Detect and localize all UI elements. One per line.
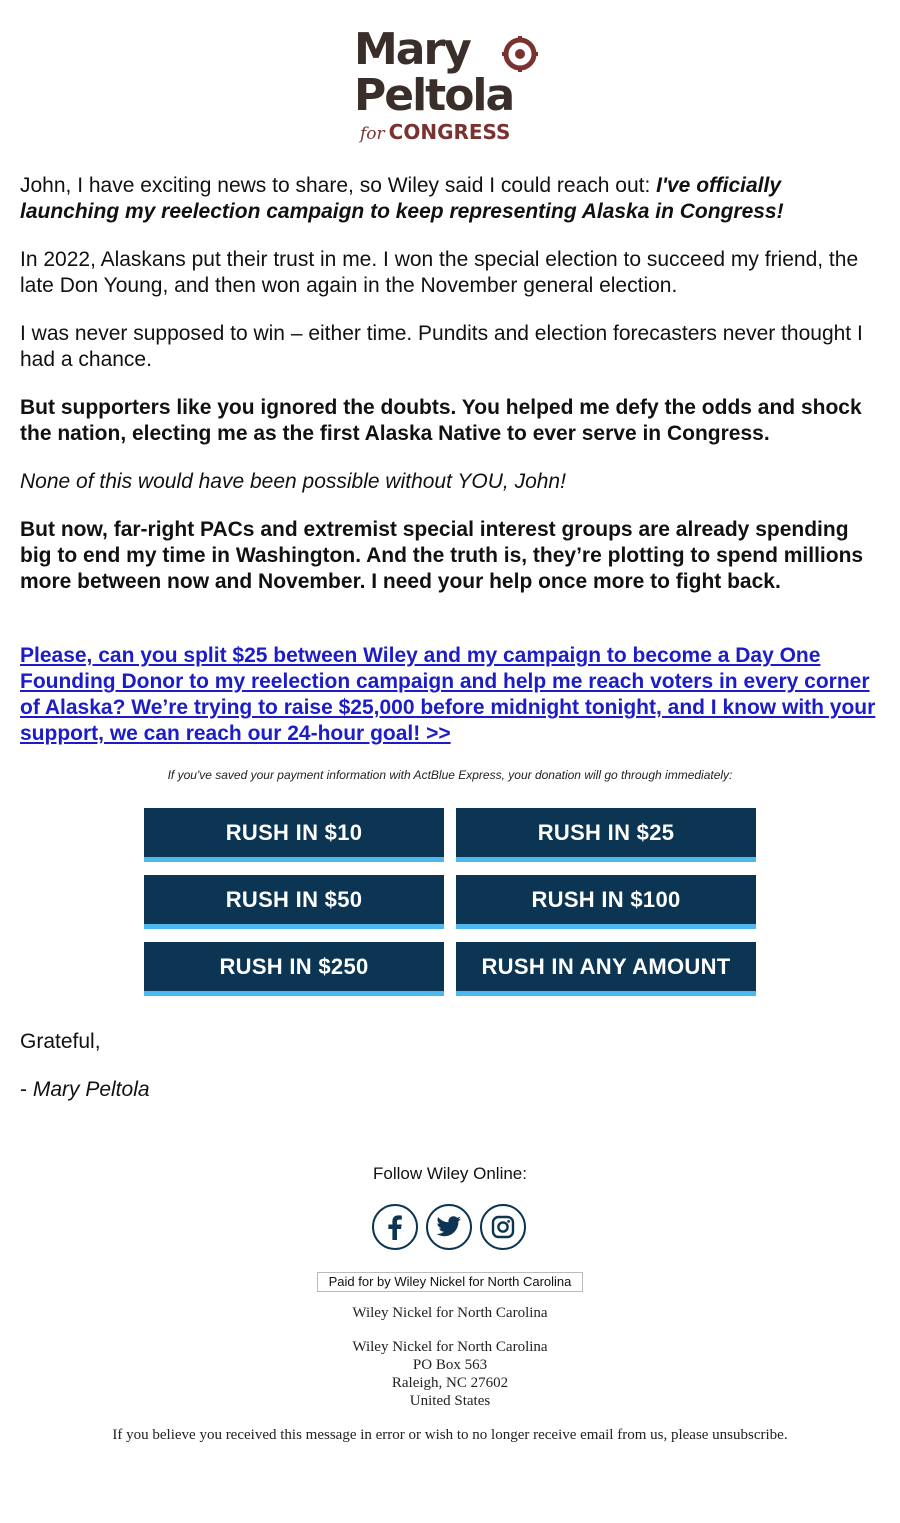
actblue-notice: If you've saved your payment information with ActBlue Express, your donation will go through immediately:: [167, 768, 733, 782]
paragraph-thanks: [20, 469, 882, 495]
logo-for: for: [360, 124, 385, 144]
address-country: United States: [409, 1393, 491, 1409]
paid-for-disclaimer: Paid for by Wiley Nickel for North Carolina: [317, 1272, 583, 1292]
facebook-icon[interactable]: [372, 1204, 418, 1250]
signature: [20, 1078, 150, 1102]
logo-last-name: Peltola: [354, 70, 514, 121]
campaign-logo: [354, 24, 550, 144]
signature-name: Mary Peltola: [32, 1078, 150, 1101]
closing: Grateful,: [20, 1030, 101, 1053]
logo-congress: CONGRESS: [388, 120, 511, 144]
rush-100-button[interactable]: RUSH IN $100: [456, 875, 756, 929]
rush-25-button[interactable]: RUSH IN $25: [456, 808, 756, 862]
rush-50-button[interactable]: RUSH IN $50: [144, 875, 444, 929]
logo-first-name: Mary: [354, 24, 470, 75]
footer-address: [0, 1338, 900, 1410]
rush-10-button[interactable]: RUSH IN $10: [144, 808, 444, 862]
intro-text: John, I have exciting news to share, so Wiley said I could reach out:: [20, 174, 657, 197]
twitter-icon[interactable]: [426, 1204, 472, 1250]
paragraph-thanks-text: None of this would have been possible without YOU, John!: [20, 470, 566, 493]
intro-emphasis: I've officially launching my reelection campaign to keep representing Alaska in Congress!: [20, 174, 784, 223]
paragraph-never-supposed: [20, 321, 882, 373]
paragraph-intro: [20, 173, 882, 225]
paragraph-cta: [20, 643, 882, 747]
paragraph-threat: [20, 517, 882, 595]
donate-cta-link[interactable]: Please, can you split $25 between Wiley and my campaign to become a Day One Founding Donor to my reelection campaign and help me reach voters in every corner of Alaska? We’re trying to raise $25,000 before midnight tonight, and I know with your support, we can reach our 24-hour goal! >>: [20, 644, 876, 745]
rush-any-amount-button[interactable]: RUSH IN ANY AMOUNT: [456, 942, 756, 996]
address-name: Wiley Nickel for North Carolina: [352, 1339, 548, 1355]
signature-dash: -: [20, 1078, 33, 1101]
address-line2: Raleigh, NC 27602: [391, 1375, 509, 1391]
paragraph-2022-text: In 2022, Alaskans put their trust in me. I won the special election to succeed my friend, the late Don Young, and then won again in the November general election.: [20, 248, 859, 297]
address-line1: PO Box 563: [412, 1357, 488, 1373]
paragraph-supporters-text: But supporters like you ignored the doubts. You helped me defy the odds and shock the nation, electing me as the first Alaska Native to ever serve in Congress.: [20, 396, 862, 445]
logo-tagline: [360, 120, 510, 144]
paragraph-2022: [20, 247, 882, 299]
instagram-icon[interactable]: [480, 1204, 526, 1250]
paragraph-never-supposed-text: I was never supposed to win – either time. Pundits and election forecasters never thought I had a chance.: [20, 322, 863, 371]
rush-250-button[interactable]: RUSH IN $250: [144, 942, 444, 996]
unsubscribe-text[interactable]: If you believe you received this message in error or wish to no longer receive email from us, please unsubscribe.: [112, 1427, 788, 1443]
paragraph-supporters: [20, 395, 882, 447]
follow-heading: Follow Wiley Online:: [373, 1164, 527, 1183]
paragraph-threat-text: But now, far-right PACs and extremist special interest groups are already spending big to end my time in Washington. And the truth is, they’re plotting to spend millions more between now and November. I need your help once more to fight back.: [20, 518, 864, 593]
footer-org: Wiley Nickel for North Carolina: [352, 1305, 548, 1321]
target-icon: [502, 36, 538, 72]
